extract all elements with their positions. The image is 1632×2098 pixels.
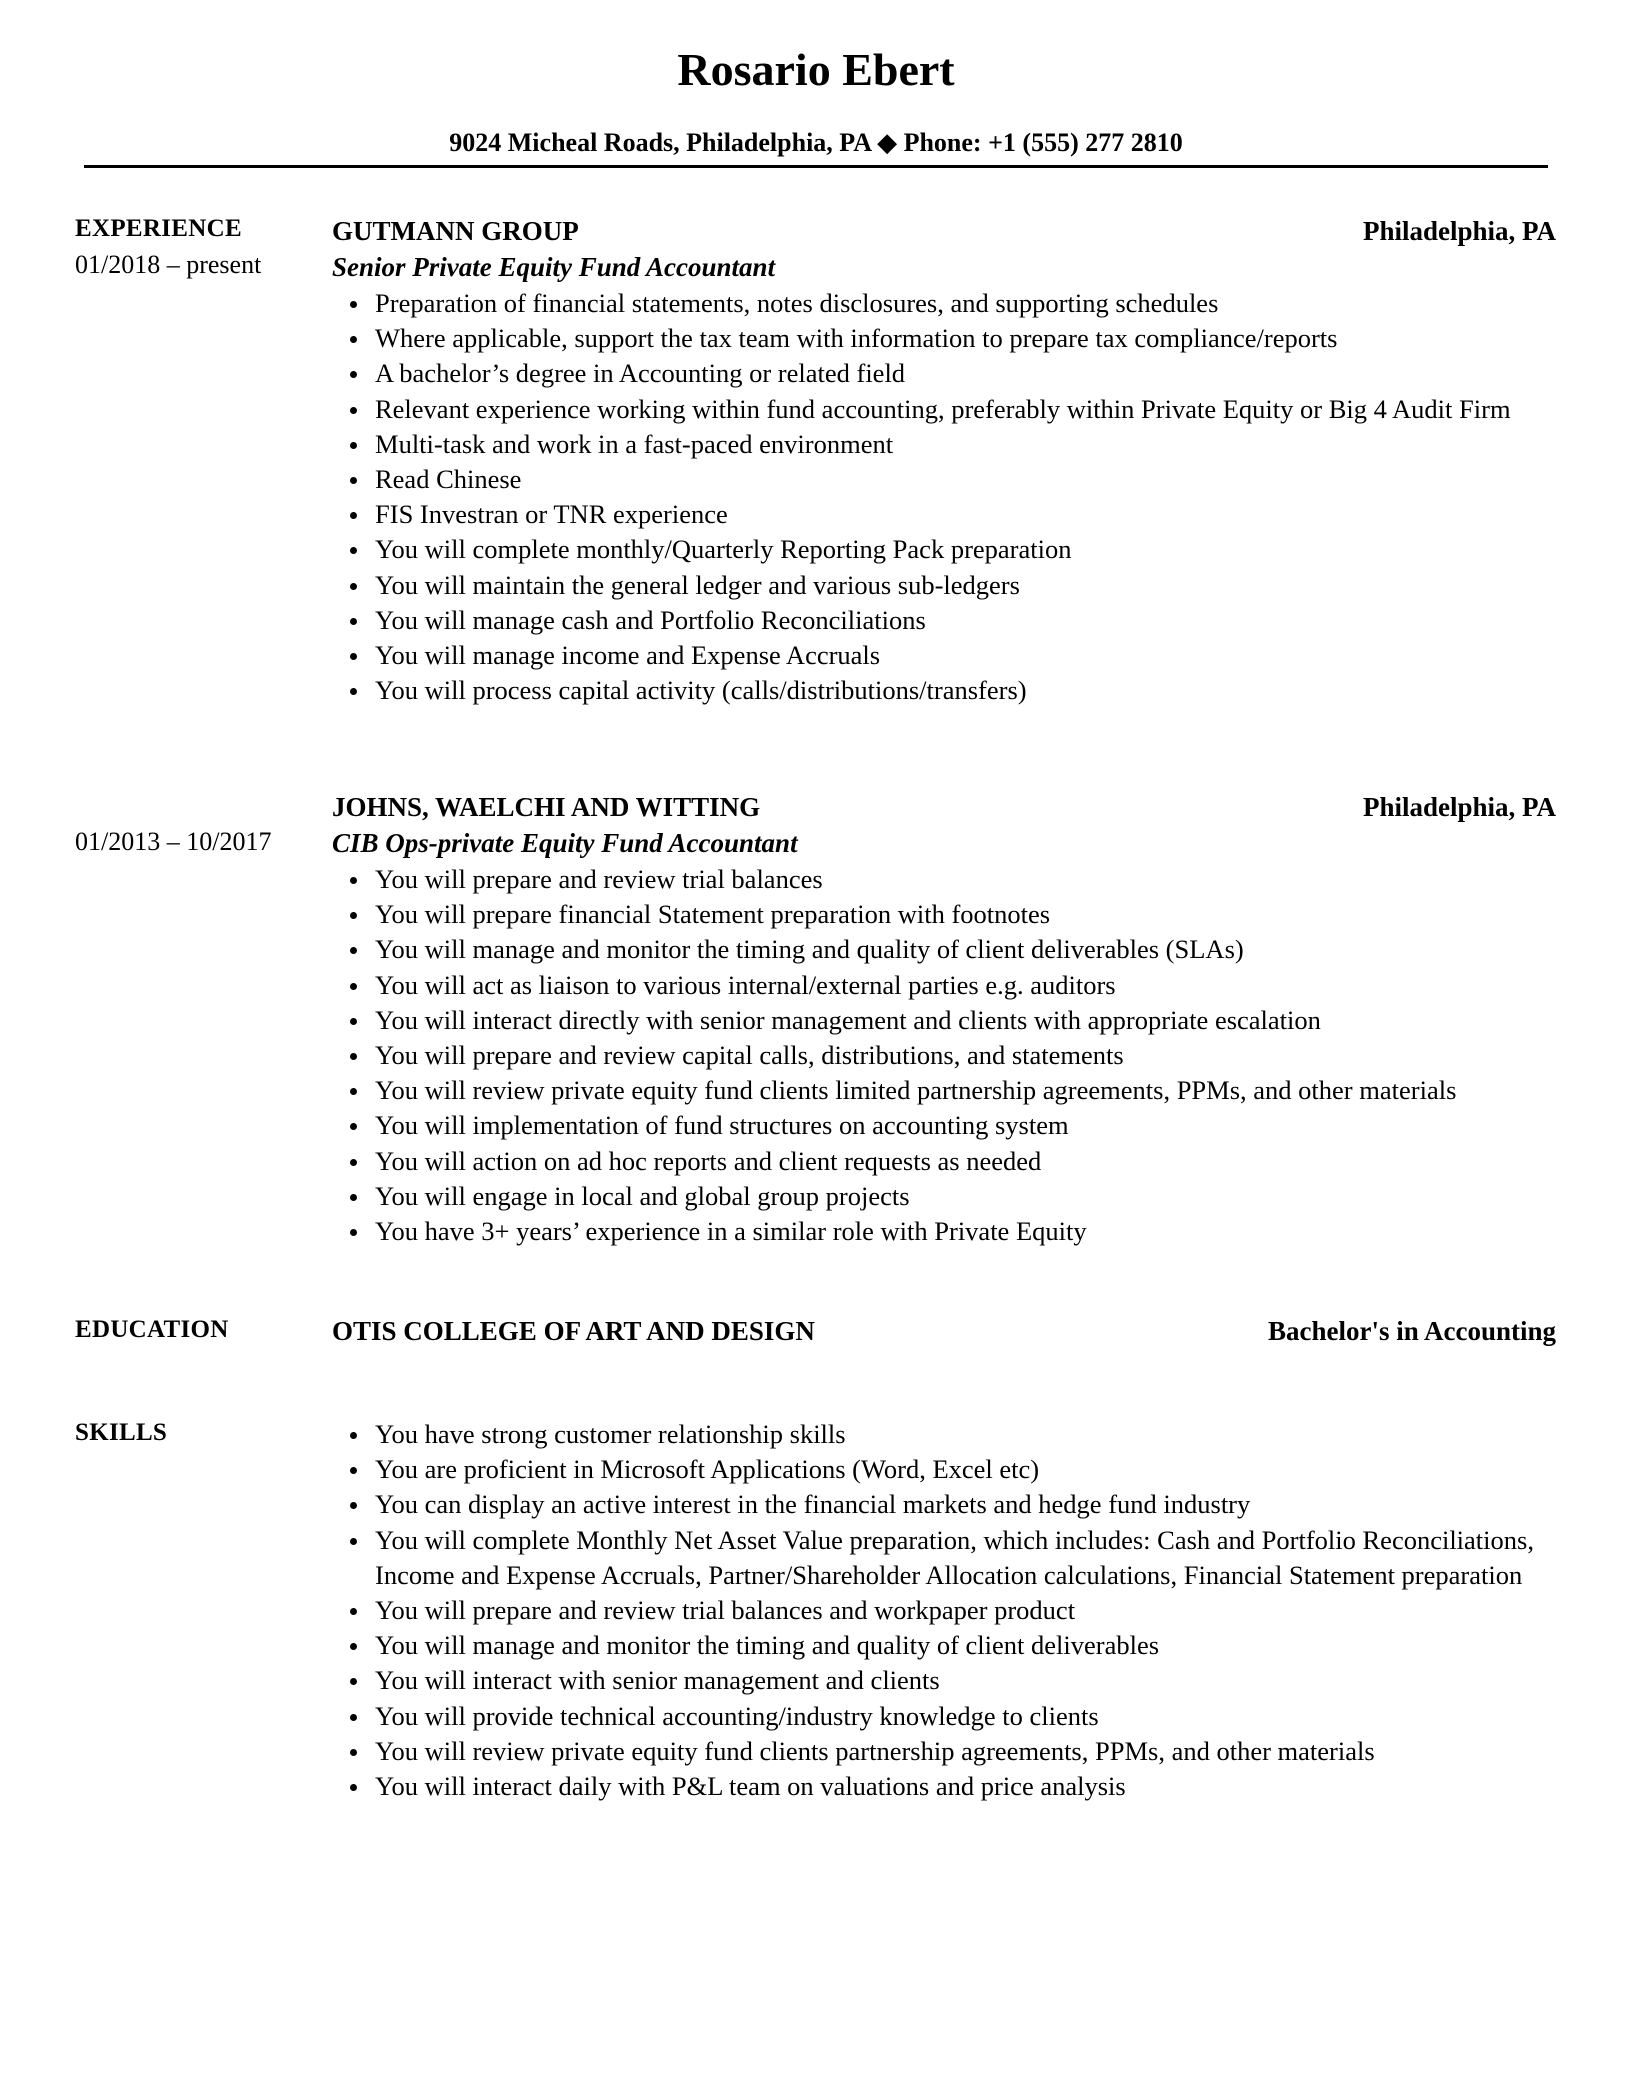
skills-heading: SKILLS [75,1419,168,1446]
list-item: You will prepare and review capital calls, distributions, and statements [332,1038,1562,1073]
job-2-title: CIB Ops-private Equity Fund Accountant [332,828,798,858]
list-item: You are proficient in Microsoft Applications (Word, Excel etc) [332,1452,1562,1487]
job-2-location: Philadelphia, PA [1362,792,1556,822]
contact-line: 9024 Micheal Roads, Philadelphia, PA ◆ Phone: +1 (555) 277 2810 [449,128,1183,157]
job-1-company: GUTMANN GROUP [332,216,579,246]
list-item: You will manage and monitor the timing and quality of client deliverables (SLAs) [332,932,1562,967]
list-item: You have 3+ years’ experience in a similar role with Private Equity [332,1214,1562,1249]
list-item: You will interact daily with P&L team on valuations and price analysis [332,1769,1562,1804]
list-item: You will review private equity fund clients limited partnership agreements, PPMs, and other materials [332,1073,1562,1108]
list-item: You will review private equity fund clients partnership agreements, PPMs, and other materials [332,1734,1562,1769]
list-item: FIS Investran or TNR experience [332,497,1562,532]
list-item: You will engage in local and global group projects [332,1179,1562,1214]
list-item: You will provide technical accounting/industry knowledge to clients [332,1699,1562,1734]
list-item: You will maintain the general ledger and various sub-ledgers [332,568,1562,603]
list-item: Preparation of financial statements, notes disclosures, and supporting schedules [332,286,1562,321]
experience-heading: EXPERIENCE [75,215,242,242]
skills-bullet-list [332,1417,1562,1804]
list-item: You can display an active interest in the financial markets and hedge fund industry [332,1487,1562,1522]
job-1-title: Senior Private Equity Fund Accountant [332,252,776,282]
list-item: Read Chinese [332,462,1562,497]
list-item: You will complete Monthly Net Asset Value preparation, which includes: Cash and Portfolio Reconciliations, Income and Expense Accruals, Partner/Shareholder Allocation calculations, Financial Statement preparation [332,1523,1562,1593]
job-2-dates: 01/2013 – 10/2017 [75,827,272,856]
list-item: You will act as liaison to various internal/external parties e.g. auditors [332,968,1562,1003]
job-1-dates: 01/2018 – present [75,250,262,279]
list-item: You will complete monthly/Quarterly Reporting Pack preparation [332,532,1562,567]
education-heading: EDUCATION [75,1316,229,1343]
education-school: OTIS COLLEGE OF ART AND DESIGN [332,1316,815,1346]
list-item: Where applicable, support the tax team with information to prepare tax compliance/reports [332,321,1562,356]
list-item: Multi-task and work in a fast-paced environment [332,427,1562,462]
list-item: You will manage income and Expense Accruals [332,638,1562,673]
candidate-name: Rosario Ebert [677,44,955,95]
job-2-company: JOHNS, WAELCHI AND WITTING [332,792,761,822]
list-item: You will process capital activity (calls/distributions/transfers) [332,673,1562,708]
job-1-bullet-list [332,286,1562,708]
job-1-location: Philadelphia, PA [1362,216,1556,246]
list-item: You will manage cash and Portfolio Reconciliations [332,603,1562,638]
list-item: You will interact with senior management and clients [332,1663,1562,1698]
list-item: You have strong customer relationship skills [332,1417,1562,1452]
header-divider [84,165,1548,168]
education-degree: Bachelor's in Accounting [1267,1316,1556,1346]
list-item: You will prepare and review trial balances [332,862,1562,897]
list-item: You will interact directly with senior management and clients with appropriate escalation [332,1003,1562,1038]
list-item: You will prepare financial Statement preparation with footnotes [332,897,1562,932]
job-2-bullet-list [332,862,1562,1249]
list-item: You will manage and monitor the timing and quality of client deliverables [332,1628,1562,1663]
list-item: You will action on ad hoc reports and client requests as needed [332,1144,1562,1179]
list-item: Relevant experience working within fund accounting, preferably within Private Equity or Big 4 Audit Firm [332,392,1562,427]
list-item: You will prepare and review trial balances and workpaper product [332,1593,1562,1628]
list-item: A bachelor’s degree in Accounting or related field [332,356,1562,391]
list-item: You will implementation of fund structures on accounting system [332,1108,1562,1143]
